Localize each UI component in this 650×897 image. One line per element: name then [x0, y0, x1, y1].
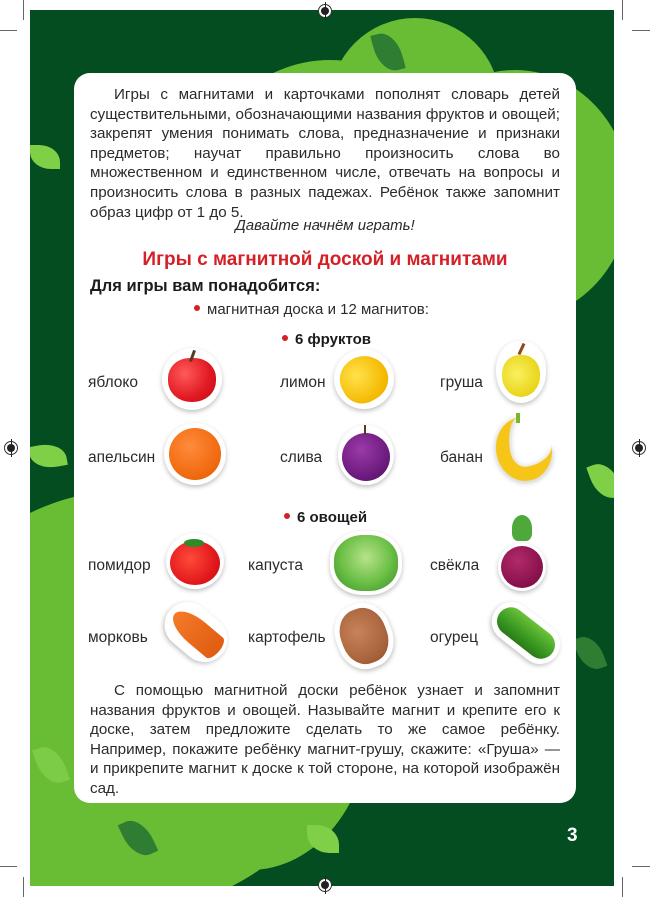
leaf-icon	[307, 825, 339, 853]
leaf-icon	[30, 441, 68, 471]
crop-mark	[632, 30, 650, 31]
fruits-bullet-text: 6 фруктов	[295, 331, 371, 348]
leaf-icon	[30, 145, 60, 169]
potato-icon	[326, 595, 401, 676]
carrot-icon	[155, 593, 237, 672]
cucumber-icon	[484, 594, 569, 672]
crop-mark	[622, 877, 623, 897]
registration-mark-icon	[318, 878, 332, 892]
page-number: 3	[567, 825, 578, 846]
tomato-icon	[166, 533, 224, 589]
crop-mark	[0, 30, 17, 31]
fruit-label: апельсин	[88, 449, 156, 466]
closing-paragraph: С помощью магнитной доски ребёнок узнает и запомнит названия фруктов и овощей. Называйте магнит и крепите его к доске, затем предложите сделать то же самое ребёнку. Например, покажите ребёнку магнит-грушу, скажите: «Груша» — и прикрепите магнит к доске к той стороне, на которой изображён сад.	[90, 682, 560, 797]
pear-icon	[496, 341, 546, 403]
crop-mark	[23, 0, 24, 20]
vegetable-label: капуста	[248, 557, 304, 574]
vegetables-bullet	[284, 509, 367, 526]
section-heading: Игры с магнитной доской и магнитами	[142, 249, 508, 270]
fruit-label: банан	[440, 449, 483, 466]
cabbage-icon	[330, 531, 402, 595]
crop-mark	[632, 866, 650, 867]
vegetable-label: картофель	[248, 629, 326, 646]
fruit-label: лимон	[280, 374, 326, 391]
vegetable-label: свёкла	[430, 557, 480, 574]
need-label: Для игры вам понадобится:	[90, 277, 321, 295]
registration-mark-icon	[632, 441, 646, 455]
registration-mark-icon	[318, 4, 332, 18]
leaf-icon	[573, 632, 608, 674]
crop-mark	[23, 877, 24, 897]
orange-icon	[164, 423, 226, 485]
content-card	[74, 73, 576, 803]
fruits-bullet	[282, 331, 371, 348]
beet-icon	[498, 543, 546, 591]
crop-mark	[622, 0, 623, 20]
intro-paragraph: Игры с магнитами и карточками пополнят словарь детей существительными, обозначающими названия фруктов и овощей; закрепят умения понимать слова, предназначение и признаки предметов; научат правильно произносить слова во множественном и единственном числе, отвечать на вопросы и произносить слова в разных падежах. Ребёнок также запомнит образ цифр от 1 до 5.	[90, 86, 560, 221]
vegetable-label: огурец	[430, 629, 478, 646]
registration-mark-icon	[4, 441, 18, 455]
vegetables-bullet-text: 6 овощей	[297, 509, 368, 526]
bullet-dot-icon	[194, 305, 200, 311]
fruit-label: слива	[280, 449, 323, 466]
fruit-label: груша	[440, 374, 483, 391]
lemon-icon	[334, 349, 394, 409]
items-bullet	[194, 301, 429, 318]
banana-icon	[494, 413, 552, 487]
apple-icon	[162, 348, 222, 410]
leaf-icon	[586, 459, 614, 504]
call-to-action: Давайте начнём играть!	[235, 217, 415, 234]
fruit-label: яблоко	[88, 374, 138, 391]
vegetable-label: морковь	[88, 629, 148, 646]
items-bullet-text: магнитная доска и 12 магнитов:	[207, 301, 429, 318]
bullet-dot-icon	[284, 513, 290, 519]
plum-icon	[338, 425, 394, 485]
crop-mark	[0, 866, 17, 867]
vegetable-label: помидор	[88, 557, 151, 574]
bullet-dot-icon	[282, 335, 288, 341]
